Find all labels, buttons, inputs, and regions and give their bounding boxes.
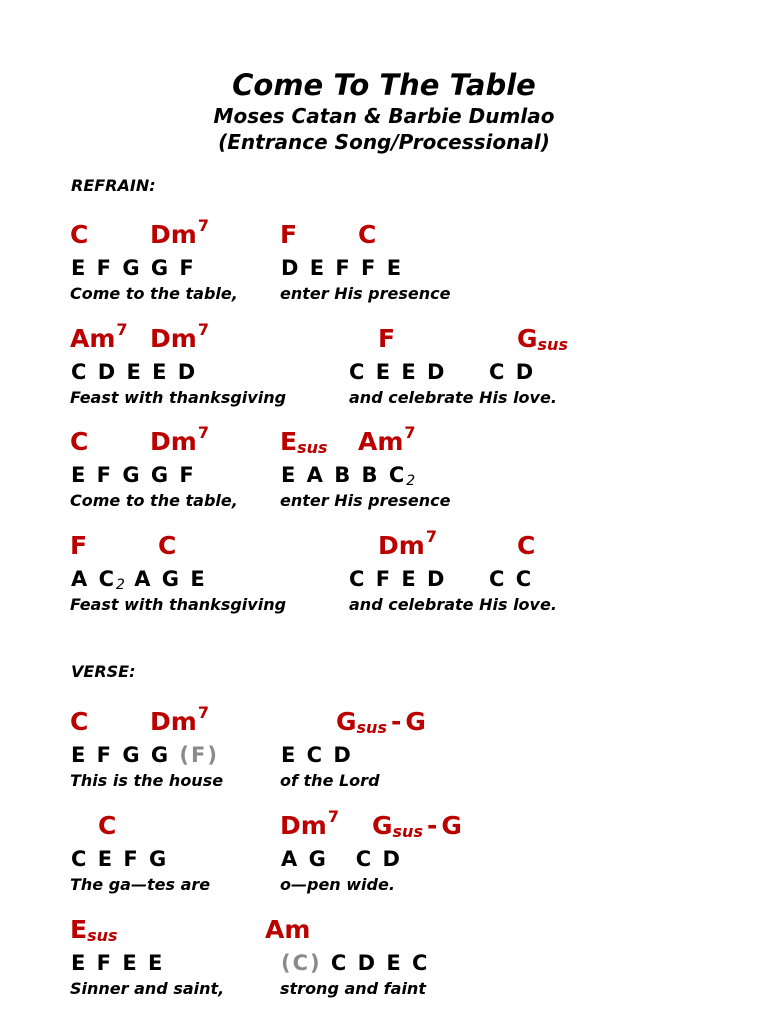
- lyric: strong and faint: [280, 979, 426, 998]
- refrain-line-3: [0, 423, 768, 527]
- notes: E A B B $C_2$: [281, 463, 416, 489]
- chord: C: [70, 707, 89, 736]
- chord: $G_{sus}$ - G: [336, 707, 426, 737]
- chord: C: [70, 220, 89, 249]
- notes: E F G G F: [71, 256, 196, 280]
- notes: E F E E: [71, 951, 165, 975]
- chord: Dm$^7$: [378, 527, 437, 560]
- notes: E F G G F: [71, 463, 196, 487]
- chord: Dm$^7$: [150, 320, 209, 353]
- lyric: enter His presence: [280, 284, 451, 303]
- lyric: Feast with thanksgiving: [70, 595, 287, 614]
- lyric: Sinner and saint,: [70, 979, 225, 998]
- lyric: of the Lord: [280, 771, 380, 790]
- chord: $G_{sus}$ - G: [372, 811, 462, 841]
- lyric: o—pen wide.: [280, 875, 395, 894]
- notes: E C D: [281, 743, 353, 767]
- song-title: Come To The Table: [232, 68, 536, 102]
- notes: C D E E D: [71, 360, 198, 384]
- chord: Dm$^7$: [150, 423, 209, 456]
- lyric: This is the house: [70, 771, 224, 790]
- chord: F: [70, 531, 88, 560]
- notes: C D: [489, 360, 536, 384]
- verse-line-1: [0, 703, 768, 807]
- lyric: Come to the table,: [70, 491, 238, 510]
- chord: C: [70, 427, 89, 456]
- notes: C F E D: [349, 567, 447, 591]
- chord: $E_{sus}$: [70, 915, 118, 945]
- lyric: Come to the table,: [70, 284, 238, 303]
- lyric: enter His presence: [280, 491, 451, 510]
- chord: F: [280, 220, 298, 249]
- chord: C: [517, 531, 536, 560]
- notes: E F G G (F): [71, 743, 219, 767]
- notes: A G C D: [281, 847, 402, 871]
- chord: C: [358, 220, 377, 249]
- verse-line-3: [0, 915, 768, 1015]
- verse-line-2: [0, 807, 768, 911]
- chord: Dm$^7$: [280, 807, 339, 840]
- notes: D E F F E: [281, 256, 404, 280]
- notes: C E F G: [71, 847, 169, 871]
- verse-label: VERSE:: [71, 662, 136, 681]
- chord: Dm$^7$: [150, 703, 209, 736]
- notes: (C) C D E C: [281, 951, 430, 975]
- notes: C E E D: [349, 360, 447, 384]
- notes: C C: [489, 567, 534, 591]
- chord: Am$^7$: [70, 320, 128, 353]
- song-usage: (Entrance Song/Processional): [218, 130, 550, 154]
- chord: F: [378, 324, 396, 353]
- refrain-line-4: [0, 527, 768, 631]
- chord: Am$^7$: [358, 423, 416, 456]
- refrain-line-2: [0, 320, 768, 424]
- chord: C: [98, 811, 117, 840]
- chord: Dm$^7$: [150, 216, 209, 249]
- chord: $G_{sus}$: [517, 324, 568, 354]
- lyric: The ga—tes are: [70, 875, 211, 894]
- refrain-label: REFRAIN:: [71, 176, 156, 195]
- chord: C: [158, 531, 177, 560]
- chord: Am: [265, 915, 311, 944]
- chord: $E_{sus}$: [280, 427, 328, 457]
- lyric: Feast with thanksgiving: [70, 388, 287, 407]
- lyric: and celebrate His love.: [349, 595, 557, 614]
- song-authors: Moses Catan & Barbie Dumlao: [213, 104, 555, 128]
- lyric: and celebrate His love.: [349, 388, 557, 407]
- refrain-line-1: [0, 216, 768, 320]
- notes: A $C_2$ A G E: [71, 567, 207, 593]
